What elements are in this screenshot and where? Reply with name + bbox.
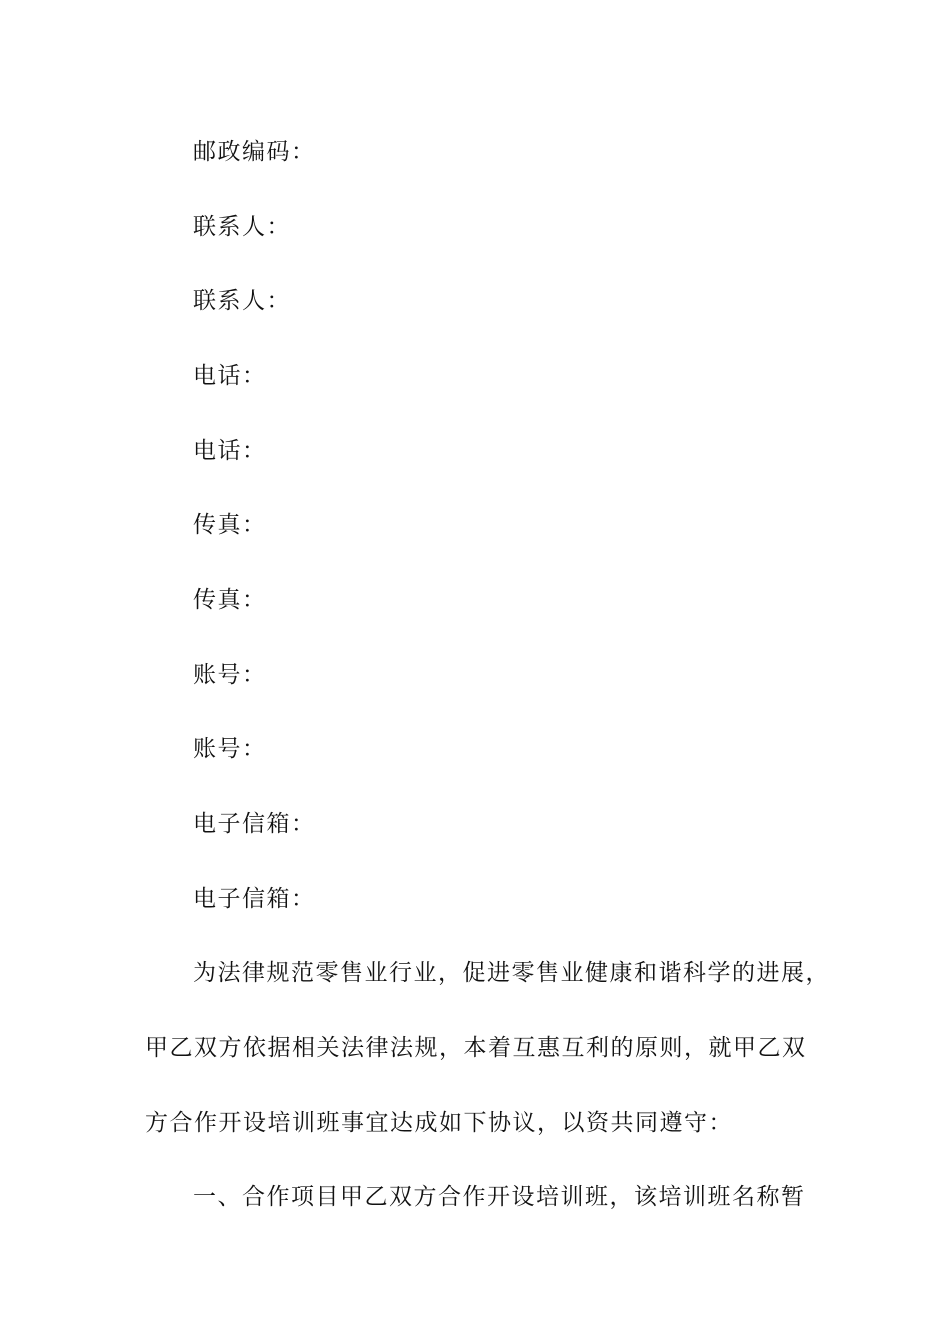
fax-label: 传真： bbox=[193, 512, 267, 538]
intro-paragraph-line: 甲乙双方依据相关法律法规，本着互惠互利的原则，就甲乙双 bbox=[145, 1035, 807, 1061]
clause-one-line: 一、合作项目甲乙双方合作开设培训班，该培训班名称暂 bbox=[193, 1184, 806, 1210]
contact-person-label: 联系人： bbox=[193, 288, 291, 314]
account-number-label: 账号： bbox=[193, 662, 267, 688]
postal-code-label: 邮政编码： bbox=[193, 139, 316, 165]
phone-label: 电话： bbox=[193, 438, 267, 464]
intro-paragraph-line: 方合作开设培训班事宜达成如下协议，以资共同遵守： bbox=[145, 1110, 733, 1136]
contact-person-label: 联系人： bbox=[193, 214, 291, 240]
fax-label: 传真： bbox=[193, 587, 267, 613]
account-number-label: 账号： bbox=[193, 736, 267, 762]
email-label: 电子信箱： bbox=[193, 811, 316, 837]
email-label: 电子信箱： bbox=[193, 886, 316, 912]
intro-paragraph-line: 为法律规范零售业行业，促进零售业健康和谐科学的进展， bbox=[193, 960, 830, 986]
phone-label: 电话： bbox=[193, 363, 267, 389]
